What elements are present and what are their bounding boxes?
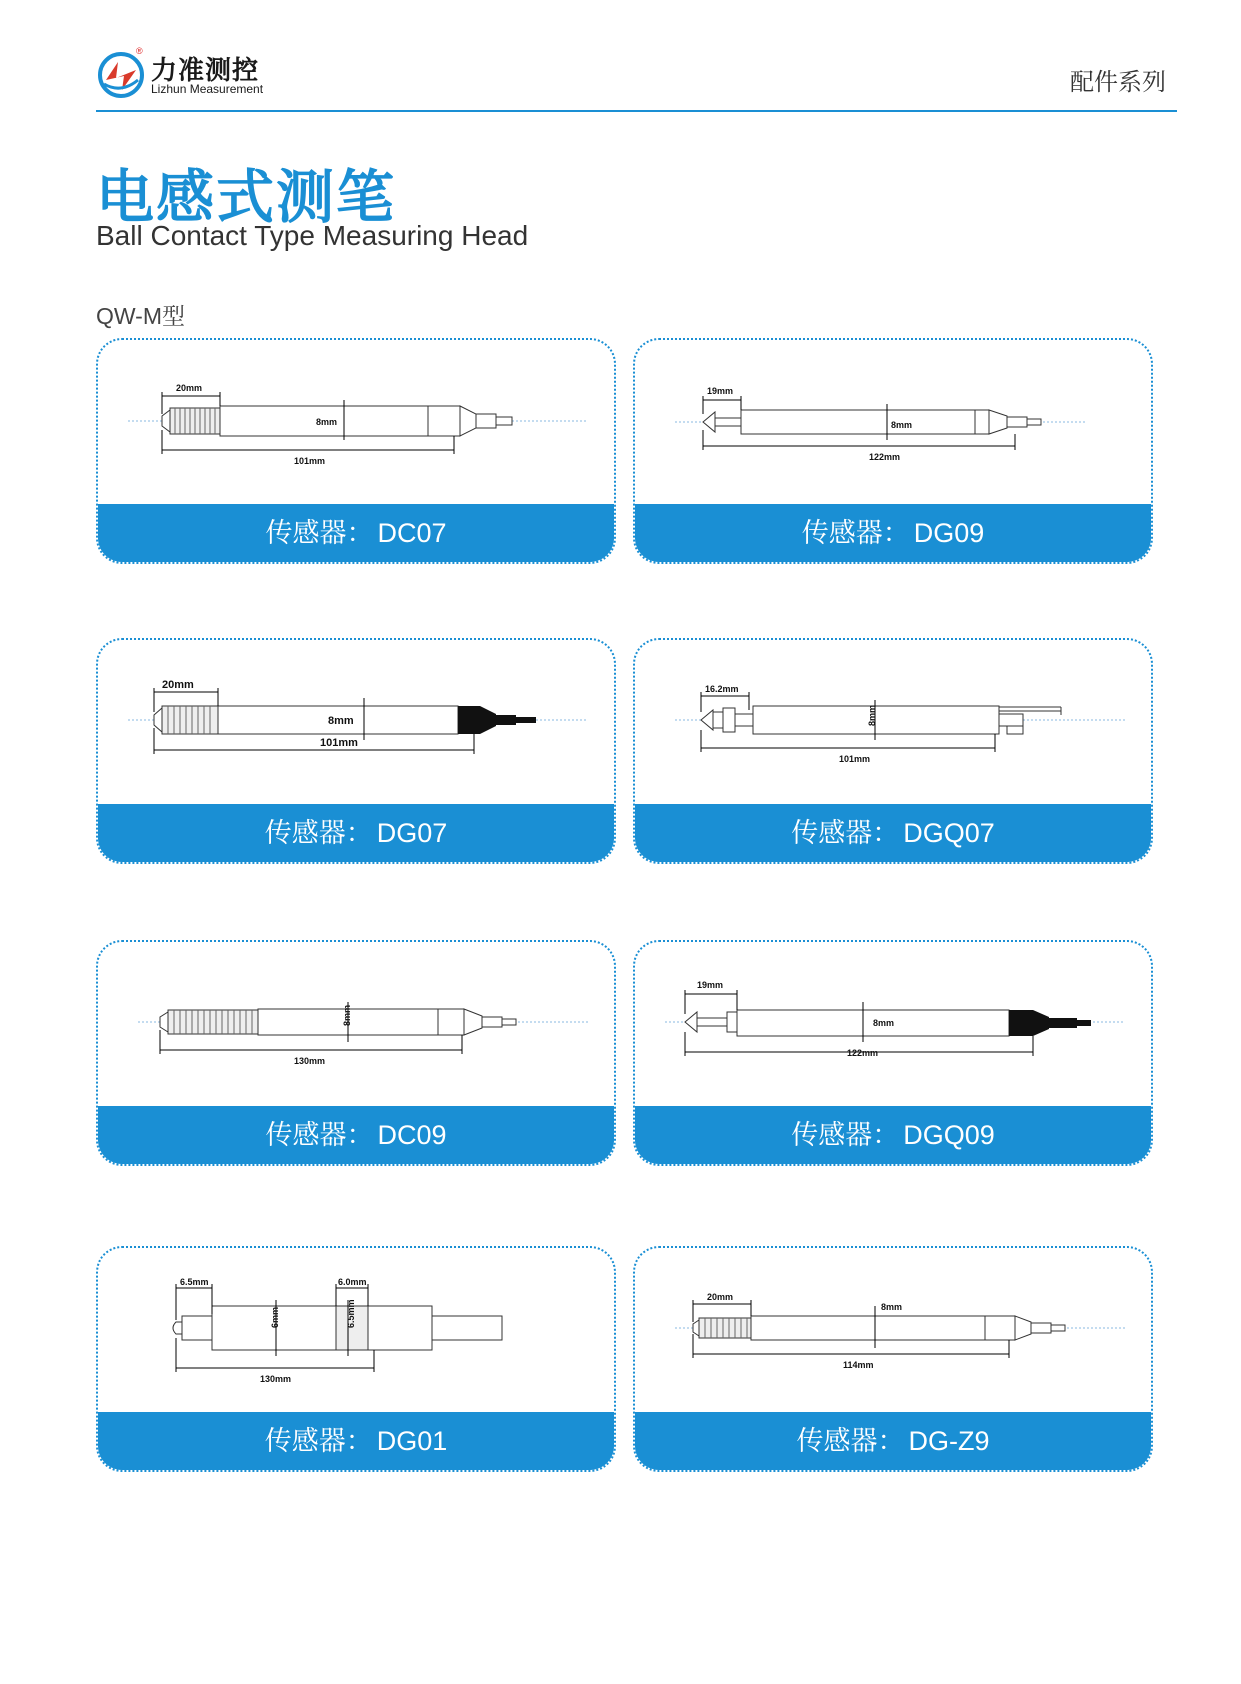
sensor-label-bar — [98, 1412, 614, 1470]
product-card-dg-z9 — [633, 1246, 1153, 1472]
dim-label: 19mm — [697, 980, 724, 990]
product-card-dg09 — [633, 338, 1153, 564]
sensor-name: DGQ09 — [903, 1120, 995, 1150]
sensor-label-bar — [635, 804, 1151, 862]
sensor-prefix: 传感器： — [801, 518, 910, 548]
probe-drawing — [98, 1248, 614, 1412]
sensor-prefix: 传感器： — [791, 1120, 900, 1150]
dim-label: 20mm — [162, 679, 194, 691]
product-card-dg01 — [96, 1246, 616, 1472]
dim-label: 8mm — [867, 704, 877, 726]
sensor-name: DG07 — [376, 818, 448, 848]
dim-label: 19mm — [707, 386, 734, 396]
dim-label: 101mm — [320, 737, 358, 749]
sensor-label-bar — [635, 1412, 1151, 1470]
sensor-name: DG01 — [376, 1426, 448, 1456]
sensor-prefix: 传感器： — [265, 518, 374, 548]
sensor-name: DC09 — [377, 1120, 447, 1150]
sensor-prefix: 传感器： — [791, 818, 900, 848]
dim-label: 20mm — [707, 1292, 734, 1302]
probe-drawing — [635, 1248, 1151, 1412]
probe-drawing — [635, 640, 1151, 804]
product-card-dgq09 — [633, 940, 1153, 1166]
logo-text-en: Lizhun Measurement — [151, 82, 264, 96]
sensor-name: DG09 — [913, 518, 985, 548]
page-subtitle: Ball Contact Type Measuring Head — [96, 220, 529, 251]
dim-label: 6mm — [270, 1306, 280, 1328]
dim-label: 122mm — [847, 1048, 879, 1058]
product-card-dg07 — [96, 638, 616, 864]
probe-drawing — [98, 942, 614, 1106]
sensor-name: DGQ07 — [903, 818, 995, 848]
registered-mark: ® — [136, 46, 143, 56]
lizhun-logo-icon — [96, 50, 146, 100]
probe-drawing — [98, 340, 614, 504]
sensor-label-bar — [98, 504, 614, 562]
dim-label: 8mm — [873, 1018, 895, 1028]
probe-drawing — [635, 942, 1151, 1106]
product-card-dc09 — [96, 940, 616, 1166]
probe-drawing — [635, 340, 1151, 504]
dim-label: 16.2mm — [705, 684, 739, 694]
sensor-name: DC07 — [377, 518, 447, 548]
dim-label: 101mm — [839, 754, 871, 764]
logo-text-cn: 力准测控 — [151, 55, 260, 85]
sensor-label-bar — [98, 804, 614, 862]
dim-label: 8mm — [891, 420, 913, 430]
sensor-label-bar — [98, 1106, 614, 1164]
dim-label: 130mm — [260, 1374, 292, 1384]
sensor-prefix: 传感器： — [264, 818, 373, 848]
dim-label: 8mm — [328, 715, 354, 727]
dim-label: 6.5mm — [180, 1277, 209, 1287]
sensor-prefix: 传感器： — [265, 1120, 374, 1150]
sensor-prefix: 传感器： — [264, 1426, 373, 1456]
sensor-label-bar — [635, 504, 1151, 562]
series-label: 配件系列 — [1070, 69, 1166, 96]
page-header — [96, 46, 1176, 116]
model-label: QW-M型 — [96, 303, 186, 329]
dim-label: 130mm — [294, 1056, 326, 1066]
sensor-name: DG-Z9 — [908, 1426, 990, 1456]
dim-label: 114mm — [843, 1360, 874, 1370]
dim-label: 8mm — [342, 1004, 352, 1026]
sensor-prefix: 传感器： — [796, 1426, 905, 1456]
dim-label: 8mm — [316, 417, 338, 427]
dim-label: 6.0mm — [338, 1277, 367, 1287]
product-card-dgq07 — [633, 638, 1153, 864]
sensor-label-bar — [635, 1106, 1151, 1164]
dim-label: 6.5mm — [346, 1299, 356, 1328]
dim-label: 20mm — [176, 383, 203, 393]
dim-label: 122mm — [869, 452, 901, 462]
product-card-dc07 — [96, 338, 616, 564]
probe-drawing — [98, 640, 614, 804]
page-title: 电感式测笔 — [96, 165, 397, 230]
header-divider — [96, 110, 1177, 112]
dim-label: 8mm — [881, 1302, 903, 1312]
dim-label: 101mm — [294, 456, 326, 466]
